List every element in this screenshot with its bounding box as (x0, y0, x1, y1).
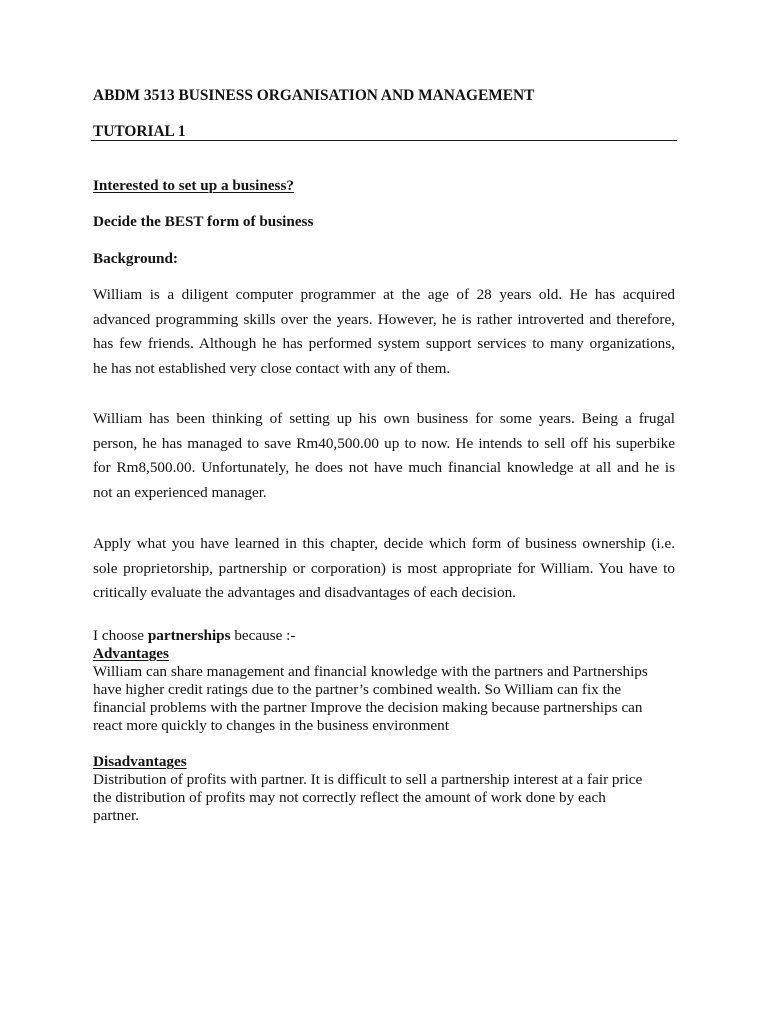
paragraph-line: William has been thinking of setting up his own business for some years. Being a frugal (93, 410, 675, 427)
background-paragraph-1 (93, 283, 675, 382)
disadvantages-line: partner. (93, 807, 139, 824)
choice-prefix: I choose (93, 627, 145, 644)
paragraph-line: advanced programming skills over the years. However, he is rather introverted and therefore, (93, 310, 675, 328)
background-label: Background: (93, 250, 178, 267)
disadvantages-line: the distribution of profits may not correctly reflect the amount of work done by each (93, 789, 606, 806)
advantages-heading: Advantages (93, 645, 169, 662)
paragraph-line: has few friends. Although he has performed system support services to many organizations, (93, 335, 675, 353)
choice-suffix: because :- (234, 627, 296, 644)
disadvantages-heading: Disadvantages (93, 753, 187, 770)
section-spacer (93, 735, 693, 753)
background-paragraph-2 (93, 407, 675, 506)
paragraph-line: person, he has managed to save Rm40,500.00 up to now. He intends to sell off his superbike (93, 434, 675, 452)
paragraph-line: critically evaluate the advantages and disadvantages of each decision. (93, 584, 516, 602)
background-paragraph-3 (93, 532, 675, 606)
course-title: ABDM 3513 BUSINESS ORGANISATION AND MANAGEMENT (93, 87, 535, 104)
answer-section (93, 627, 693, 825)
advantages-line: financial problems with the partner Improve the decision making because partnerships can (93, 699, 643, 716)
choice-selected: partnerships (147, 627, 231, 644)
paragraph-line: for Rm8,500.00. Unfortunately, he does not have much financial knowledge at all and he is (93, 459, 675, 477)
question-heading: Interested to set up a business? (93, 177, 294, 194)
choice-statement (93, 627, 693, 645)
advantages-line: William can share management and financial knowledge with the partners and Partnerships (93, 663, 648, 680)
title-rule (91, 140, 677, 141)
advantages-line: have higher credit ratings due to the partner’s combined wealth. So William can fix the (93, 681, 622, 698)
paragraph-line: sole proprietorship, partnership or corporation) is most appropriate for William. You have to (93, 559, 675, 577)
advantages-line: react more quickly to changes in the business environment (93, 717, 449, 734)
paragraph-line: William is a diligent computer programmer at the age of 28 years old. He has acquired (93, 286, 675, 303)
disadvantages-line: Distribution of profits with partner. It is difficult to sell a partnership interest at a fair price (93, 771, 643, 788)
paragraph-line: he has not established very close contact with any of them. (93, 360, 451, 378)
tutorial-label: TUTORIAL 1 (93, 123, 186, 140)
task-heading: Decide the BEST form of business (93, 213, 314, 230)
paragraph-line: not an experienced manager. (93, 484, 267, 502)
paragraph-line: Apply what you have learned in this chapter, decide which form of business ownership (i.e. (93, 535, 675, 552)
